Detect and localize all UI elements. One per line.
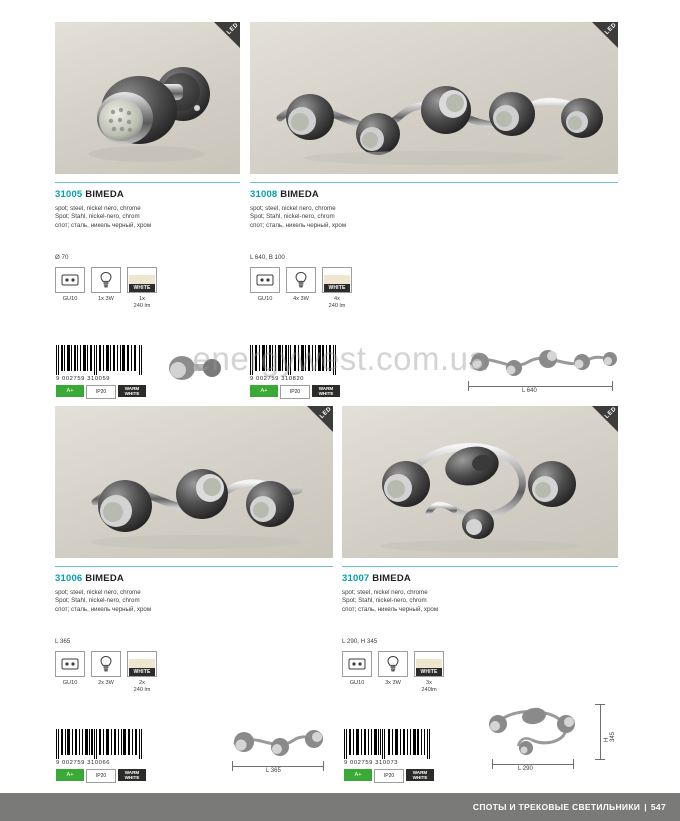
energy-class-badge: A+ bbox=[250, 385, 278, 397]
barcode-number: 9 002759 310059 bbox=[56, 376, 111, 382]
spec-socket bbox=[250, 267, 280, 310]
warm-white-badge-top: WARM bbox=[412, 770, 428, 775]
dimension-tick-right bbox=[573, 759, 574, 769]
product-name: BIMEDA bbox=[85, 189, 124, 200]
spec-lamp bbox=[91, 267, 121, 310]
dimension-line bbox=[492, 764, 574, 765]
spec-socket bbox=[55, 651, 85, 694]
desc-de: Spot; Stahl, nickel-nero, chrom bbox=[55, 213, 140, 221]
drawing-image bbox=[460, 338, 620, 384]
warm-white-icon bbox=[127, 267, 157, 293]
warm-white-badge-bottom: WHITE bbox=[124, 775, 140, 780]
product-dimensions: L 290, H 345 bbox=[342, 638, 378, 646]
desc-ru: спот; сталь, никель черный, хром bbox=[342, 605, 439, 613]
product-image-31007 bbox=[342, 406, 618, 558]
product-dimensions: Ø 70 bbox=[55, 254, 69, 262]
warm-white-badge-top: WARM bbox=[124, 770, 140, 775]
lumen-count: 2x bbox=[139, 680, 145, 687]
spec-lamp-label: 1x 3W bbox=[98, 296, 114, 303]
product-card-31005 bbox=[55, 22, 240, 310]
product-description bbox=[55, 589, 333, 614]
white-label: WHITE bbox=[416, 668, 442, 676]
barcode-31008 bbox=[250, 345, 340, 399]
dimension-label: L 290 bbox=[518, 766, 533, 772]
socket-icon bbox=[55, 267, 85, 293]
spec-row bbox=[342, 651, 618, 694]
warm-label bbox=[416, 659, 442, 668]
product-title bbox=[342, 573, 618, 584]
desc-ru: спот; сталь, никель черный, хром bbox=[250, 221, 347, 229]
spec-lumen bbox=[127, 267, 157, 310]
product-name: BIMEDA bbox=[280, 189, 319, 200]
product-card-31008 bbox=[250, 22, 618, 310]
white-label: WHITE bbox=[129, 668, 155, 676]
dimension-drawing-31008 bbox=[460, 338, 620, 398]
bulb-icon bbox=[378, 651, 408, 677]
desc-de: Spot; Stahl, nickel-nero, chrom bbox=[250, 213, 335, 221]
led-badge bbox=[592, 22, 618, 48]
barcode-number: 9 002759 310073 bbox=[344, 760, 399, 766]
warm-white-badge-top: WARM bbox=[124, 386, 140, 391]
product-card-31007 bbox=[342, 406, 618, 694]
dimension-line-vertical bbox=[600, 704, 601, 760]
barcode-31006 bbox=[56, 729, 146, 783]
barcode-number: 9 002759 310066 bbox=[56, 760, 111, 766]
footer-separator: | bbox=[644, 802, 647, 812]
warm-label bbox=[324, 275, 350, 284]
barcode-bars bbox=[56, 729, 142, 759]
desc-ru: спот; сталь, никель черный, хром bbox=[55, 221, 152, 229]
barcode-31005 bbox=[56, 345, 146, 399]
energy-row bbox=[344, 769, 434, 783]
bulb-icon bbox=[91, 267, 121, 293]
lumen-value: 240 lm bbox=[133, 687, 151, 694]
warm-white-badge bbox=[406, 769, 434, 781]
spec-lumen-label bbox=[127, 680, 157, 694]
spec-socket-label: GU10 bbox=[62, 680, 78, 687]
footer-page-number: 547 bbox=[650, 802, 666, 812]
spec-row bbox=[250, 267, 618, 310]
spec-socket-label: GU10 bbox=[257, 296, 273, 303]
led-badge bbox=[592, 406, 618, 432]
lumen-count: 1x bbox=[139, 296, 145, 303]
dimension-line bbox=[468, 386, 613, 387]
bulb-icon bbox=[91, 651, 121, 677]
dimension-tick-right bbox=[612, 381, 613, 391]
barcode-number: 9 002759 310820 bbox=[250, 376, 305, 382]
product-image-31006 bbox=[55, 406, 333, 558]
spec-socket-label: GU10 bbox=[62, 296, 78, 303]
desc-en: spot; steel, nickel nero, chrome bbox=[55, 589, 141, 596]
barcode-bars bbox=[250, 345, 336, 375]
product-image-31008 bbox=[250, 22, 618, 174]
product-code: 31007 bbox=[342, 573, 370, 584]
barcode-bars bbox=[344, 729, 430, 759]
energy-class-badge: A+ bbox=[344, 769, 372, 781]
rule bbox=[55, 182, 240, 183]
led-badge bbox=[214, 22, 240, 48]
product-title bbox=[55, 573, 333, 584]
warm-white-badge-bottom: WHITE bbox=[318, 391, 334, 396]
product-photo bbox=[342, 406, 618, 558]
spec-socket bbox=[55, 267, 85, 310]
ip-rating-badge: IP20 bbox=[374, 769, 404, 783]
desc-de: Spot; Stahl, nickel-nero, chrom bbox=[342, 597, 427, 605]
white-label: WHITE bbox=[324, 284, 350, 292]
dimension-tick-left bbox=[232, 761, 233, 771]
led-badge bbox=[307, 406, 333, 432]
white-label: WHITE bbox=[129, 284, 155, 292]
led-badge-label: LED bbox=[319, 406, 333, 420]
dimension-drawing-31007 bbox=[478, 700, 618, 780]
warm-white-badge bbox=[312, 385, 340, 397]
warm-white-icon bbox=[414, 651, 444, 677]
footer-category: СПОТЫ И ТРЕКОВЫЕ СВЕТИЛЬНИКИ bbox=[472, 802, 641, 812]
led-badge-label: LED bbox=[226, 22, 240, 36]
energy-row bbox=[56, 385, 146, 399]
dimension-drawing-31005 bbox=[160, 350, 240, 390]
warm-white-icon bbox=[322, 267, 352, 293]
bulb-icon bbox=[286, 267, 316, 293]
energy-class-badge: A+ bbox=[56, 385, 84, 397]
led-badge-label: LED bbox=[604, 406, 618, 420]
warm-white-badge bbox=[118, 385, 146, 397]
desc-ru: спот; сталь, никель черный, хром bbox=[55, 605, 152, 613]
rule bbox=[250, 182, 618, 183]
product-name: BIMEDA bbox=[372, 573, 411, 584]
dimension-tick-top bbox=[595, 704, 605, 705]
desc-en: spot; steel, nickel nero, chrome bbox=[250, 205, 336, 212]
spec-lamp bbox=[91, 651, 121, 694]
product-card-31006 bbox=[55, 406, 333, 694]
spec-row bbox=[55, 651, 333, 694]
barcode-31007 bbox=[344, 729, 434, 783]
warm-white-badge bbox=[118, 769, 146, 781]
warm-white-badge-top: WARM bbox=[318, 386, 334, 391]
spec-lamp bbox=[378, 651, 408, 694]
socket-icon bbox=[55, 651, 85, 677]
dimension-label-vertical: H 345 bbox=[604, 731, 616, 742]
watermark: energywest.com.ua bbox=[192, 340, 488, 377]
warm-white-badge-bottom: WHITE bbox=[412, 775, 428, 780]
ip-rating-badge: IP20 bbox=[86, 385, 116, 399]
socket-icon bbox=[342, 651, 372, 677]
product-name: BIMEDA bbox=[85, 573, 124, 584]
dimension-tick-left bbox=[492, 759, 493, 769]
spec-row bbox=[55, 267, 240, 310]
product-photo bbox=[55, 406, 333, 558]
dimension-tick-right bbox=[323, 761, 324, 771]
product-code: 31006 bbox=[55, 573, 83, 584]
dimension-label: L 640 bbox=[522, 388, 537, 394]
lumen-value: 240lm bbox=[421, 687, 437, 694]
spec-lumen-label bbox=[322, 296, 352, 310]
page-footer bbox=[0, 793, 680, 821]
spec-lamp-label: 4x 3W bbox=[293, 296, 309, 303]
ip-rating-badge: IP20 bbox=[280, 385, 310, 399]
energy-row bbox=[250, 385, 340, 399]
lumen-value: 240 lm bbox=[328, 303, 346, 310]
warm-label bbox=[129, 275, 155, 284]
spec-socket bbox=[342, 651, 372, 694]
warm-label bbox=[129, 659, 155, 668]
spec-lumen bbox=[414, 651, 444, 694]
energy-row bbox=[56, 769, 146, 783]
spec-lumen-label bbox=[127, 296, 157, 310]
spec-lamp bbox=[286, 267, 316, 310]
dimension-tick-bottom bbox=[595, 759, 605, 760]
product-title bbox=[250, 189, 618, 200]
product-dimensions: L 365 bbox=[55, 638, 71, 646]
ip-rating-badge: IP20 bbox=[86, 769, 116, 783]
lumen-value: 240 lm bbox=[133, 303, 151, 310]
energy-class-badge: A+ bbox=[56, 769, 84, 781]
spec-lamp-label: 3x 3W bbox=[385, 680, 401, 687]
product-description bbox=[342, 589, 618, 614]
product-image-31005 bbox=[55, 22, 240, 174]
drawing-image bbox=[478, 700, 588, 762]
barcode-bars bbox=[56, 345, 142, 375]
product-photo bbox=[250, 22, 618, 174]
drawing-image bbox=[160, 350, 240, 390]
led-badge-label: LED bbox=[604, 22, 618, 36]
rule bbox=[55, 566, 333, 567]
spec-lumen bbox=[127, 651, 157, 694]
dimension-label: L 365 bbox=[266, 768, 281, 774]
product-dimensions: L 640, B 100 bbox=[250, 254, 285, 262]
warm-white-icon bbox=[127, 651, 157, 677]
warm-white-badge-bottom: WHITE bbox=[124, 391, 140, 396]
rule bbox=[342, 566, 618, 567]
spec-lumen-label bbox=[414, 680, 444, 694]
product-description bbox=[55, 205, 240, 230]
spec-socket-label: GU10 bbox=[349, 680, 365, 687]
product-description bbox=[250, 205, 618, 230]
socket-icon bbox=[250, 267, 280, 293]
desc-de: Spot; Stahl, nickel-nero, chrom bbox=[55, 597, 140, 605]
dimension-tick-left bbox=[468, 381, 469, 391]
lumen-count: 3x bbox=[426, 680, 432, 687]
dimension-line bbox=[232, 766, 324, 767]
dimension-drawing-31006 bbox=[222, 718, 332, 778]
desc-en: spot; steel, nickel nero, chrome bbox=[55, 205, 141, 212]
product-code: 31008 bbox=[250, 189, 278, 200]
desc-en: spot; steel, nickel nero, chrome bbox=[342, 589, 428, 596]
lumen-count: 4x bbox=[334, 296, 340, 303]
spec-lumen bbox=[322, 267, 352, 310]
product-title bbox=[55, 189, 240, 200]
product-code: 31005 bbox=[55, 189, 83, 200]
spec-lamp-label: 2x 3W bbox=[98, 680, 114, 687]
product-photo bbox=[55, 22, 240, 174]
drawing-image bbox=[222, 718, 327, 760]
